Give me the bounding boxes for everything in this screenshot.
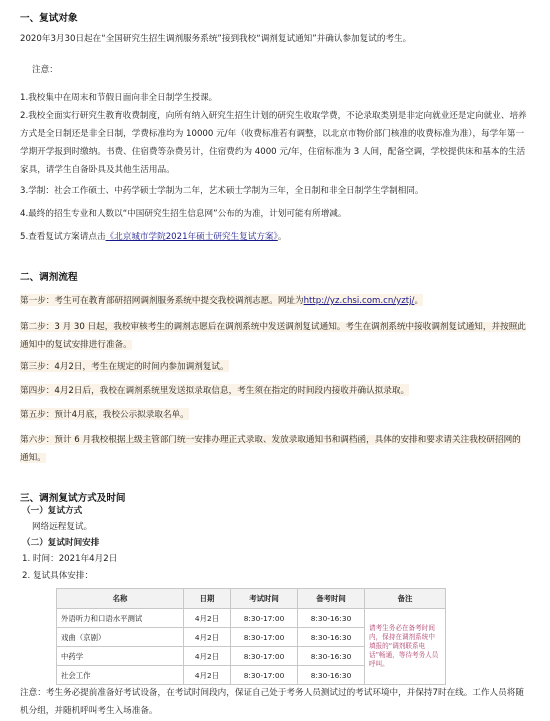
step-4: 第四步：4月2日后，我校在调剂系统里发送拟录取信息，考生须在指定的时间段内接收并确认拟录取。 [20, 386, 410, 396]
cell-prep-time: 8:30-16:30 [298, 647, 365, 666]
notice-item-1: 1.我校集中在周末和节假日面向非全日制学生授课。 [20, 93, 218, 103]
cell-name: 中药学 [57, 647, 184, 666]
method-text: 网络远程复试。 [32, 522, 93, 532]
header-prep-time: 备考时间 [298, 589, 365, 609]
step-6 [20, 431, 528, 467]
notice-item-2: 2.我校全面实行研究生教育收费制度，向所有纳入研究生招生计划的研究生收取学费，不论录取类别是非定向就业还是定向就业、培养方式是全日制还是非全日制，学费标准均为 10000 元/年（收费标准若有调整，以北京市物价部门核准的收费标准为准），每学年第一学期开学报到时缴纳。书费、住宿费等杂费另计，住宿费约为 4000 元/年，住宿标准为 3 人间，配备空调，学校提供床和基本的生活家具，请学生自备卧具及其他生活用品。 [20, 111, 527, 175]
cell-name: 外语听力和口语水平测试 [57, 609, 184, 628]
notice-item-4: 4.最终的招生专业和人数以“中国研究生招生信息网”公布的为准，计划可能有所增减。 [20, 209, 347, 219]
subheading-method: （一）复试方式 [22, 506, 83, 516]
cell-date: 4月2日 [184, 647, 231, 666]
cell-prep-time: 8:30-16:30 [298, 628, 365, 647]
table-row [57, 609, 446, 628]
step-2-text: 第二步：3 月 30 日起，我校审核考生的调剂志愿后在调剂系统中发送调剂复试通知。考生在调剂系统中接收调剂复试通知，并按照此通知中的复试安排进行准备。 [20, 322, 526, 350]
cell-prep-time: 8:30-16:30 [298, 666, 365, 685]
cell-prep-time: 8:30-16:30 [298, 609, 365, 628]
schedule-table [56, 588, 446, 685]
subheading-time: （二）复试时间安排 [22, 538, 100, 548]
notice-item-5 [20, 230, 286, 242]
step-5: 第五步：预计4月底，我校公示拟录取名单。 [20, 410, 189, 420]
step-2 [20, 318, 528, 354]
cell-remark: 请考生务必在备考时间内，保持在调剂系统中填报的“调剂联系电话”畅通，等待考务人员呼叫。 [365, 609, 446, 685]
notice-item-3: 3.学制：社会工作硕士、中药学硕士学制为二年，艺术硕士学制为三年，全日制和非全日制学生学制相同。 [20, 186, 424, 196]
step-3: 第三步：4月2日，考生在规定的时间内参加调剂复试。 [20, 362, 229, 372]
header-date: 日期 [184, 589, 231, 609]
cell-exam-time: 8:30-17:00 [231, 609, 298, 628]
section1-intro: 2020年3月30日起在“全国研究生招生调剂服务系统”接到我校“调剂复试通知”并确认参加复试的考生。 [20, 34, 412, 44]
step-1 [20, 294, 423, 306]
notice-item-5-prefix: 5.查看复试方案请点击 [20, 232, 106, 242]
cell-date: 4月2日 [184, 666, 231, 685]
table-header-row [57, 589, 446, 609]
cell-exam-time: 8:30-17:00 [231, 628, 298, 647]
header-remark: 备注 [365, 589, 446, 609]
cell-date: 4月2日 [184, 628, 231, 647]
cell-name: 戏曲（京剧） [57, 628, 184, 647]
cell-date: 4月2日 [184, 609, 231, 628]
section1-heading: 一、复试对象 [20, 13, 78, 24]
yz-chsi-link[interactable]: http://yz.chsi.com.cn/yztj/ [303, 296, 415, 306]
header-name: 名称 [57, 589, 184, 609]
footnote: 注意：考生务必提前准备好考试设备，在考试时间段内，保证自己处于考务人员测试过的考试环境中，并保持7时在线。工作人员将随机分组，并随机呼叫考生入场准备。 [20, 688, 524, 716]
cell-exam-time: 8:30-17:00 [231, 647, 298, 666]
notice-item-5-suffix: 。 [277, 232, 287, 242]
step-6-text: 第六步：预计 6 月我校根据上级主管部门统一安排办理正式录取、发放录取通知书和调档函，具体的安排和要求请关注我校研招网的通知。 [20, 435, 521, 463]
cell-exam-time: 8:30-17:00 [231, 666, 298, 685]
detail-line: 2. 复试具体安排： [22, 571, 94, 581]
step-1-prefix: 第一步：考生可在教育部研招网调剂服务系统中提交我校调剂志愿。网址为 [20, 296, 304, 306]
time-line: 1. 时间：2021年4月2日 [22, 554, 118, 564]
step-1-suffix: 。 [414, 296, 424, 306]
section2-heading: 二、调剂流程 [20, 272, 78, 283]
section3-heading: 三、调剂复试方式及时间 [20, 493, 126, 504]
notice-label: 注意： [32, 65, 58, 75]
review-plan-link[interactable]: 《北京城市学院2021年硕士研究生复试方案》 [105, 232, 278, 242]
header-exam-time: 考试时间 [231, 589, 298, 609]
cell-name: 社会工作 [57, 666, 184, 685]
